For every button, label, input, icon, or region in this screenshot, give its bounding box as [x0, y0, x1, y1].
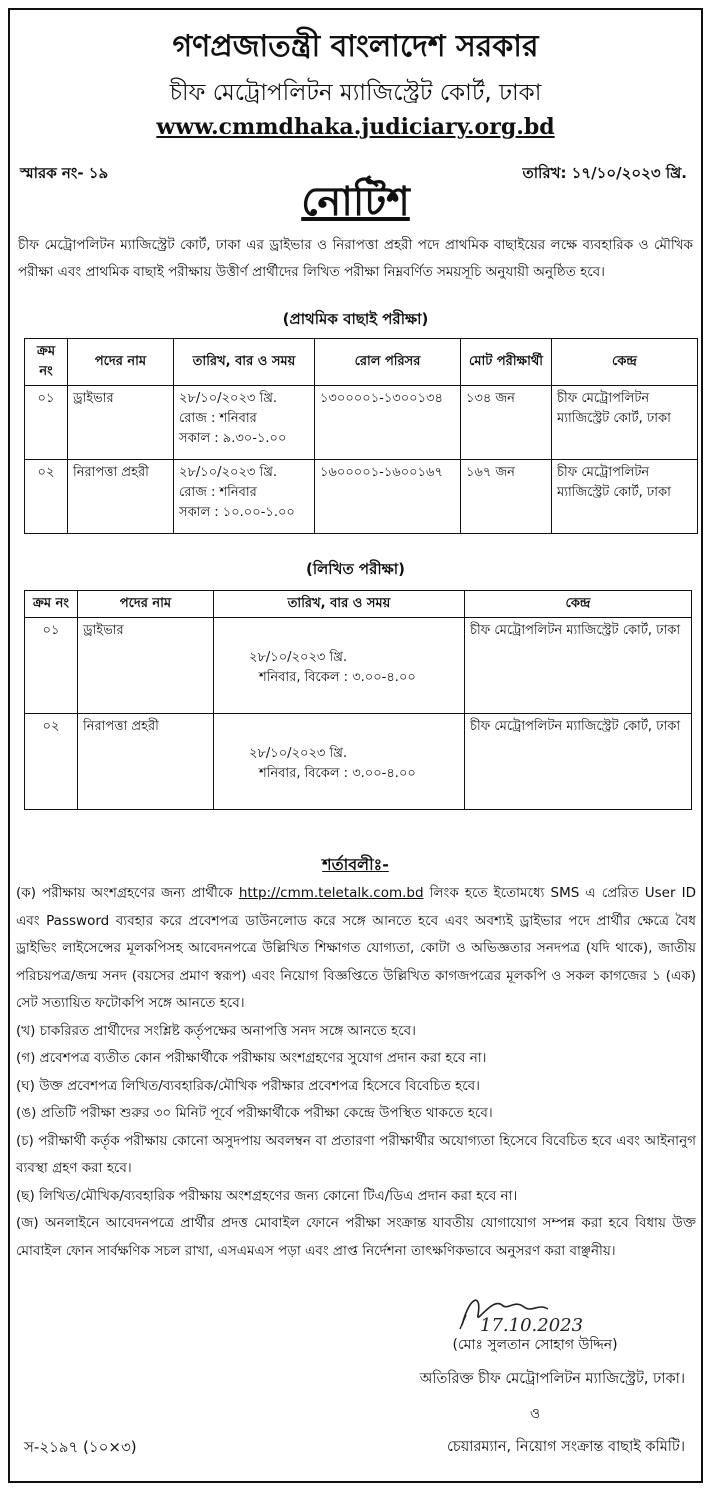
date-line: ২৮/১০/২০২৩ খ্রি.	[249, 746, 347, 761]
written-heading: (লিখিত পরীক্ষা)	[305, 560, 406, 578]
condition-item: (খ) চাকরিরত প্রার্থীদের সংশ্লিষ্ট কর্তৃপক্ষের অনাপত্তি সনদ সঙ্গে আনতে হবে।	[16, 1022, 416, 1039]
notice-title: নোটিশ	[301, 179, 410, 225]
conditions-list	[16, 880, 696, 1265]
condition-item	[16, 880, 696, 1018]
day-line: রোজ : শনিবার	[179, 411, 257, 426]
table-header-row	[25, 339, 698, 386]
condition-item: (জ) অনলাইনে আবেদনপত্রে প্রার্থীর প্রদত্ত মোবাইল ফোনে পরীক্ষা সংক্রান্ত যাবতীয় যোগাযোগ সম্পন্ন করা হবে বিধায় উক্ত মোবাইল ফোন সার্বক্ষণিক সচল রাখা, এসএমএস পড়া এবং প্রাপ্ত নির্দেশনা তাৎক্ষণিকভাবে অনুসরণ করা বাঞ্ছনীয়।	[16, 1215, 696, 1259]
signatory-title: অতিরিক্ত চীফ মেট্রোপলিটন ম্যাজিস্ট্রেট, ঢাকা।	[419, 1371, 685, 1387]
table-row	[25, 618, 692, 714]
cell-total: ১৬৭ জন	[461, 460, 552, 534]
time-line: সকাল : ৯.৩০-১.০০	[179, 431, 287, 446]
cell-date	[174, 460, 315, 534]
memo-number: স্মারক নং- ১৯	[20, 164, 109, 182]
table-row	[25, 714, 692, 810]
cell-post: নিরাপত্তা প্রহরী	[78, 714, 214, 810]
cell-serial: ০২	[25, 714, 78, 810]
cell-date	[214, 714, 465, 810]
col-serial: ক্রম নং	[25, 339, 68, 386]
cell-center: চীফ মেট্রোপলিটন ম্যাজিস্ট্রেট কোর্ট, ঢাকা	[465, 714, 692, 810]
col-center: কেন্দ্র	[552, 339, 698, 386]
handwritten-date: 17.10.2023	[480, 1315, 584, 1335]
cell-post: ড্রাইভার	[68, 386, 174, 460]
condition-text: লিংক হতে ইতোমধ্যে SMS এ প্রেরিত User ID এবং Password ব্যবহার করে প্রবেশপত্র ডাউনলোড করে সঙ্গে আনতে হবে এবং অবশ্যই ড্রাইভার পদে প্রার্থীর ক্ষেত্রে বৈধ ড্রাইভিং লাইসেন্সের মূলকপিসহ আবেদনপত্রে উল্লিখিত শিক্ষাগত যোগ্যতা, কোটা ও অভিজ্ঞতার সনদপত্র (যদি থাকে), জাতীয় পরিচয়পত্র/জন্ম সনদ (বয়সের প্রমাণ স্বরূপ) এবং নিয়োগ বিজ্ঞপ্তিতে উল্লিখিত কাগজপত্রের মূলকপি ও সকল কাগজের ১ (এক) সেট সত্যায়িত ফটোকপি সঙ্গে আনতে হবে।	[16, 885, 696, 1011]
cell-center: চীফ মেট্রোপলিটন ম্যাজিস্ট্রেট কোর্ট, ঢাকা	[552, 386, 698, 460]
time-line: সকাল : ১০.০০-১.০০	[179, 505, 295, 520]
date-line: ২৮/১০/২০২৩ খ্রি.	[179, 465, 277, 480]
table-row	[25, 386, 698, 460]
table-header-row	[25, 591, 692, 618]
date-line: ২৮/১০/২০২৩ খ্রি.	[249, 650, 347, 665]
col-date: তারিখ, বার ও সময়	[174, 339, 315, 386]
col-post: পদের নাম	[68, 339, 174, 386]
condition-text: (ক) পরীক্ষায় অংশগ্রহণের জন্য প্রার্থীকে	[16, 885, 239, 901]
cell-date	[174, 386, 315, 460]
website-link[interactable]: www.cmmdhaka.judiciary.org.bd	[156, 114, 555, 140]
notice-date: তারিখ: ১৭/১০/২০২৩ খ্রি.	[522, 164, 687, 182]
intro-paragraph: চীফ মেট্রোপলিটন ম্যাজিস্ট্রেট কোর্ট, ঢাকা এর ড্রাইভার ও নিরাপত্তা প্রহরী পদে প্রাথমিক বাছাইয়ের লক্ষে ব্যবহারিক ও মৌখিক পরীক্ষা এবং প্রাথমিক বাছাই পরীক্ষায় উত্তীর্ণ প্রার্থীদের লিখিত পরীক্ষা নিম্নবর্ণিত সময়সূচি অনুযায়ী অনুষ্ঠিত হবে।	[18, 237, 693, 280]
cell-post: ড্রাইভার	[78, 618, 214, 714]
signatory-chair: চেয়ারম্যান, নিয়োগ সংক্রান্ত বাছাই কমিটি।	[447, 1439, 685, 1455]
cell-total: ১৩৪ জন	[461, 386, 552, 460]
written-table	[24, 590, 692, 810]
condition-item: (গ) প্রবেশপত্র ব্যতীত কোন পরীক্ষার্থীকে পরীক্ষায় অংশগ্রহণের সুযোগ প্রদান করা হবে না।	[16, 1050, 487, 1066]
day-time-line: শনিবার, বিকেল : ৩.০০-৪.০০	[259, 766, 416, 781]
prelim-heading: (প্রাথমিক বাছাই পরীক্ষা)	[282, 310, 429, 328]
court-heading: চীফ মেট্রোপলিটন ম্যাজিস্ট্রেট কোর্ট, ঢাকা	[169, 80, 542, 106]
condition-item: (ঘ) উক্ত প্রবেশপত্র লিখিত/ব্যবহারিক/মৌখিক পরীক্ষার প্রবেশপত্র হিসেবে বিবেচিত হবে।	[16, 1077, 480, 1094]
condition-item: (ঙ) প্রতিটি পরীক্ষা শুরুর ৩০ মিনিট পূর্বে পরীক্ষার্থীকে পরীক্ষা কেন্দ্রে উপস্থিত থাকতে হবে।	[16, 1105, 493, 1121]
date-line: ২৮/১০/২০২৩ খ্রি.	[179, 391, 277, 406]
cell-post: নিরাপত্তা প্রহরী	[68, 460, 174, 534]
cell-roll: ১৬০০০০১-১৬০০১৬৭	[315, 460, 461, 534]
handwritten-signature	[452, 1285, 622, 1335]
day-line: রোজ : শনিবার	[179, 485, 257, 500]
reference-code: স-২১৯৭ (১০×৩)	[24, 1438, 137, 1456]
condition-item: (ছ) লিখিত/মৌখিক/ব্যবহারিক পরীক্ষায় অংশগ্রহণের জন্য কোনো টিএ/ডিএ প্রদান করা হবে না।	[16, 1187, 518, 1204]
cell-center: চীফ মেট্রোপলিটন ম্যাজিস্ট্রেট কোর্ট, ঢাকা	[465, 618, 692, 714]
cell-serial: ০২	[25, 460, 68, 534]
signatory-and: ও	[529, 1406, 541, 1422]
col-center: কেন্দ্র	[465, 591, 692, 618]
col-roll: রোল পরিসর	[315, 339, 461, 386]
col-total: মোট পরীক্ষার্থী	[461, 339, 552, 386]
day-time-line: শনিবার, বিকেল : ৩.০০-৪.০০	[259, 670, 416, 685]
cell-center: চীফ মেট্রোপলিটন ম্যাজিস্ট্রেট কোর্ট, ঢাকা	[552, 460, 698, 534]
conditions-heading: শর্তাবলীঃ-	[322, 855, 389, 874]
teletalk-link[interactable]: http://cmm.teletalk.com.bd	[238, 885, 424, 901]
col-serial: ক্রম নং	[25, 591, 78, 618]
cell-roll: ১৩০০০০১-১৩০০১৩৪	[315, 386, 461, 460]
signatory-name: (মোঃ সুলতান সোহাগ উদ্দিন)	[452, 1337, 618, 1353]
prelim-table	[24, 338, 698, 534]
government-heading: গণপ্রজাতন্ত্রী বাংলাদেশ সরকার	[172, 29, 539, 64]
cell-date	[214, 618, 465, 714]
cell-serial: ০১	[25, 386, 68, 460]
col-date: তারিখ, বার ও সময়	[214, 591, 465, 618]
condition-item: (চ) পরীক্ষার্থী কর্তৃক পরীক্ষায় কোনো অসুদপায় অবলম্বন বা প্রতারণা পরীক্ষার্থীর অযোগ্যতা হিসেবে বিবেচিত হবে এবং আইনানুগ ব্যবস্থা গ্রহণ করা হবে।	[16, 1132, 696, 1176]
table-row	[25, 460, 698, 534]
col-post: পদের নাম	[78, 591, 214, 618]
cell-serial: ০১	[25, 618, 78, 714]
